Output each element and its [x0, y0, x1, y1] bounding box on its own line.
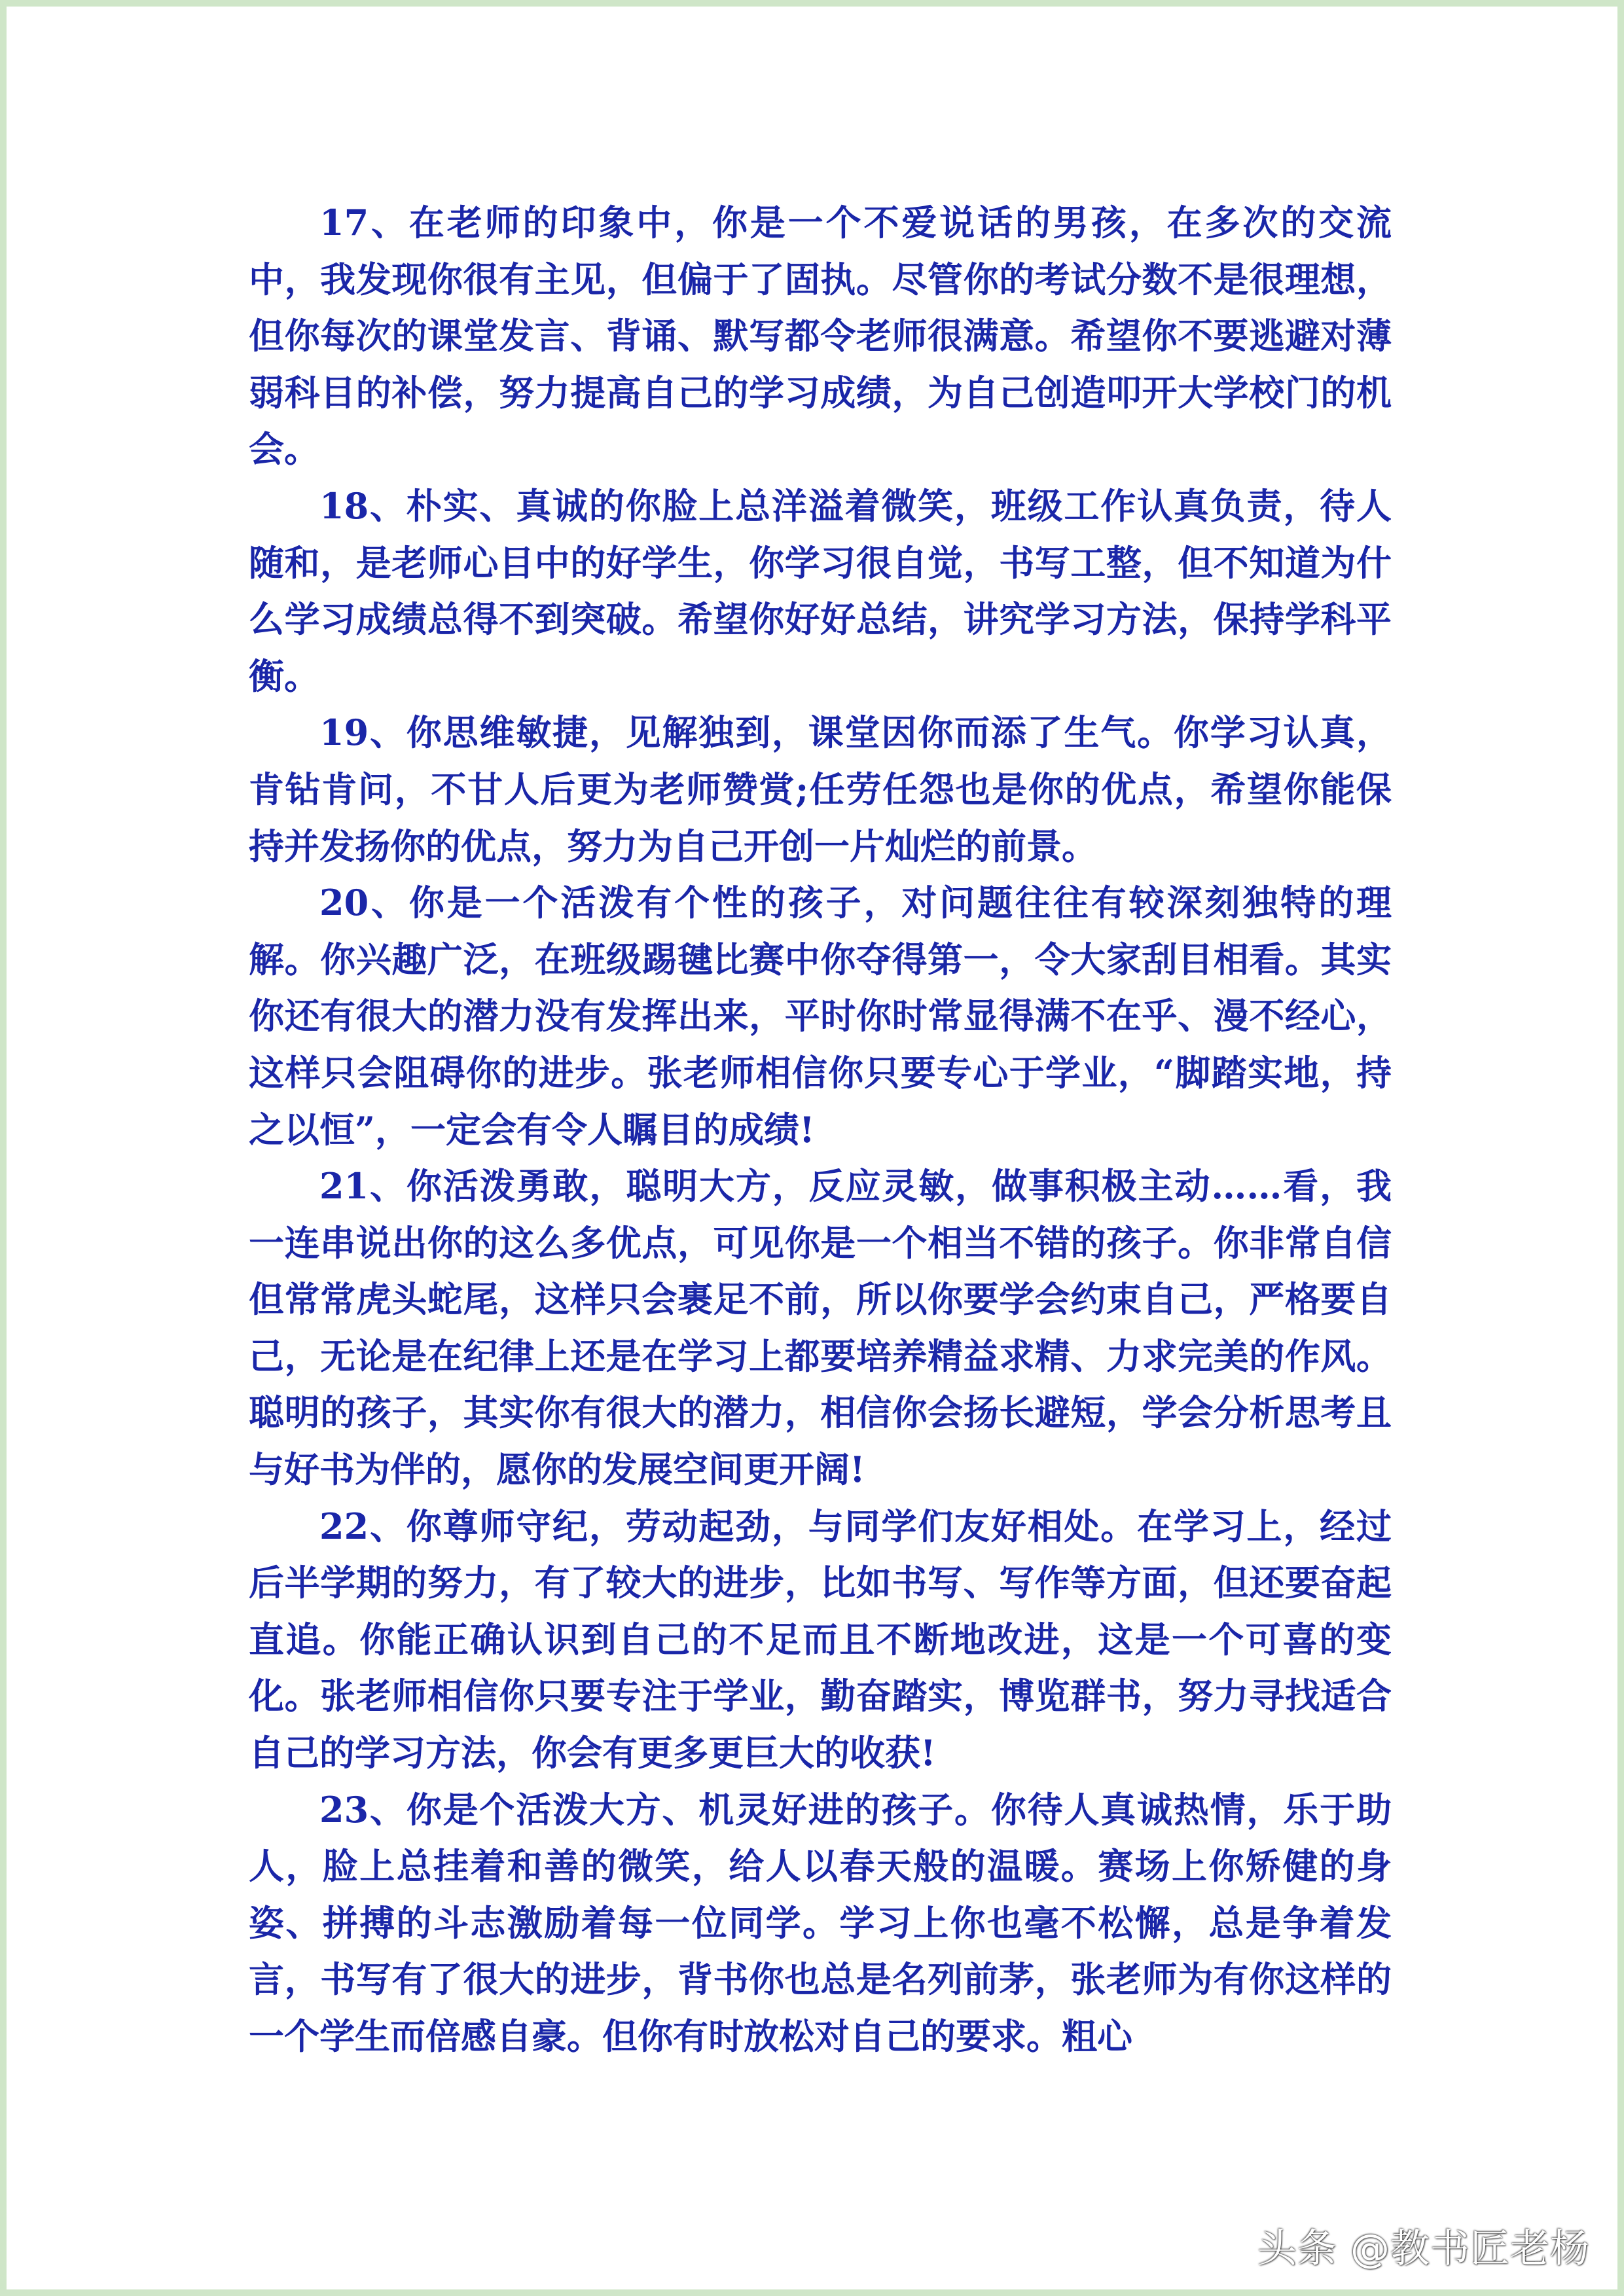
paragraph-17: 17、在老师的印象中，你是一个不爱说话的男孩，在多次的交流中，我发现你很有主见，但偏于了固执。尽管你的考试分数不是很理想，但你每次的课堂发言、背诵、默写都令老师很满意。希望你不要逃避对薄弱科目的补偿，努力提高自己的学习成绩，为自己创造叩开大学校门的机会。 — [249, 202, 1392, 471]
paragraph-20: 20、你是一个活泼有个性的孩子，对问题往往有较深刻独特的理解。你兴趣广泛，在班级踢毽比赛中你夺得第一，令大家刮目相看。其实你还有很大的潜力没有发挥出来，平时你时常显得满不在乎、漫不经心，这样只会阻碍你的进步。张老师相信你只要专心于学业，“脚踏实地，持之以恒”，一定会有令人瞩目的成绩! — [249, 882, 1392, 1151]
paragraph-21: 21、你活泼勇敢，聪明大方，反应灵敏，做事积极主动……看，我一连串说出你的这么多优点，可见你是一个相当不错的孩子。你非常自信但常常虎头蛇尾，这样只会裹足不前，所以你要学会约束自己，严格要自己，无论是在纪律上还是在学习上都要培养精益求精、力求完美的作风。聪明的孩子，其实你有很大的潜力，相信你会扬长避短，学会分析思考且与好书为伴的，愿你的发展空间更开阔! — [249, 1165, 1392, 1491]
paragraph-22: 22、你尊师守纪，劳动起劲，与同学们友好相处。在学习上，经过后半学期的努力，有了较大的进步，比如书写、写作等方面，但还要奋起直追。你能正确认识到自己的不足而且不断地改进，这是一个可喜的变化。张老师相信你只要专注于学业，勤奋踏实，博览群书，努力寻找适合自己的学习方法，你会有更多更巨大的收获! — [249, 1505, 1392, 1774]
paragraph-18: 18、朴实、真诚的你脸上总洋溢着微笑，班级工作认真负责，待人随和，是老师心目中的好学生，你学习很自觉，书写工整，但不知道为什么学习成绩总得不到突破。希望你好好总结，讲究学习方法，保持学科平衡。 — [249, 484, 1392, 697]
watermark: 头条 @教书匠老杨 — [1257, 2226, 1590, 2272]
paragraph-23: 23、你是个活泼大方、机灵好进的孩子。你待人真诚热情，乐于助人，脸上总挂着和善的微笑，给人以春天般的温暖。赛场上你矫健的身姿、拼搏的斗志激励着每一位同学。学习上你也毫不松懈，总是争着发言，书写有了很大的进步，背书你也总是名列前茅，张老师为有你这样的一个学生而倍感自豪。但你有时放松对自己的要求。粗心 — [249, 1788, 1392, 2057]
document-body — [249, 194, 1392, 2065]
paragraph-19: 19、你思维敏捷，见解独到，课堂因你而添了生气。你学习认真，肯钻肯问，不甘人后更为老师赞赏;任劳任怨也是你的优点，希望你能保持并发扬你的优点，努力为自己开创一片灿烂的前景。 — [249, 711, 1392, 867]
